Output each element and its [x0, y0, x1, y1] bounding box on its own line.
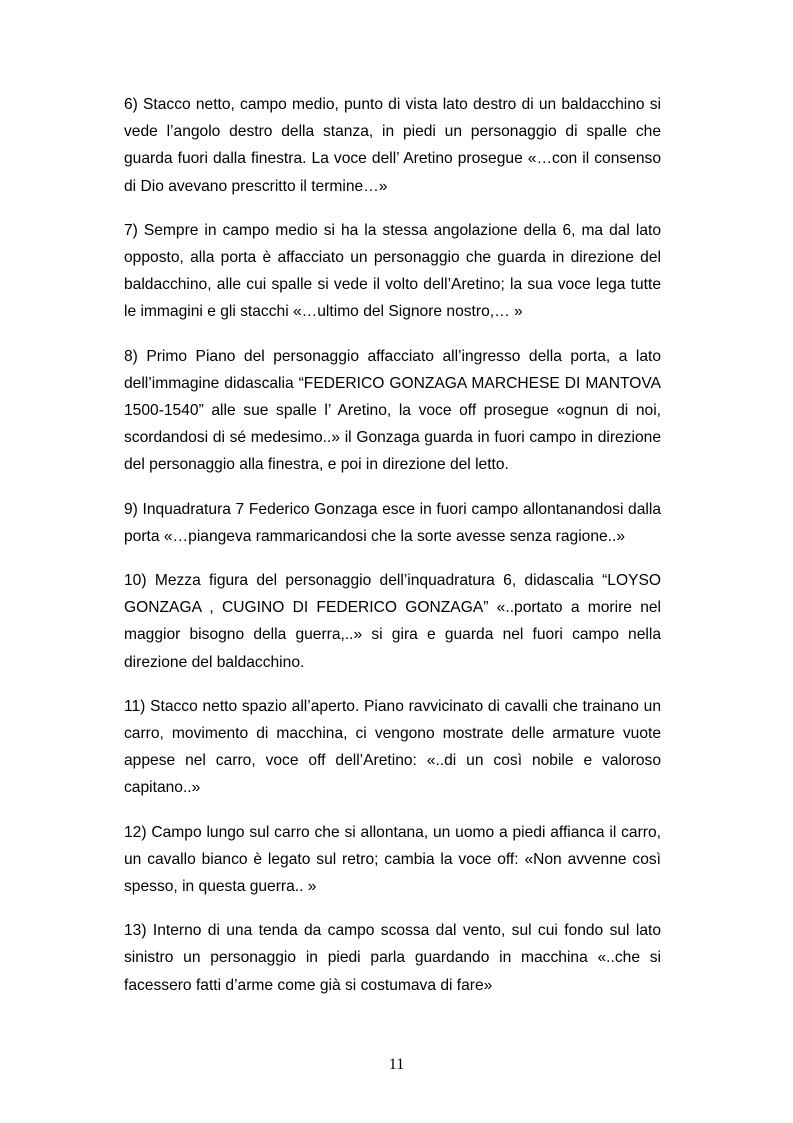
paragraph-8: 8) Primo Piano del personaggio affacciato all’ingresso della porta, a lato dell’immagine didascalia “FEDERICO GONZAGA MARCHESE DI MANTOVA 1500-1540” alle sue spalle l’ Aretino, la voce off prosegue «ognun di noi, scordandosi di sé medesimo..» il Gonzaga guarda in fuori campo in direzione del personaggio alla finestra, e poi in direzione del letto.	[124, 347, 661, 474]
paragraph-6: 6) Stacco netto, campo medio, punto di vista lato destro di un baldacchino si vede l’angolo destro della stanza, in piedi un personaggio di spalle che guarda fuori dalla finestra. La voce dell’ Aretino prosegue «…con il consenso di Dio avevano prescritto il termine…»	[124, 96, 661, 195]
page-number: 11	[388, 1056, 405, 1073]
page-body	[124, 91, 661, 1016]
paragraph-11: 11) Stacco netto spazio all’aperto. Piano ravvicinato di cavalli che trainano un carro, movimento di macchina, ci vengono mostrate delle armature vuote appese nel carro, voce off dell’Aretino: «..di un così nobile e valoroso capitano..»	[124, 697, 661, 797]
paragraph-12: 12) Campo lungo sul carro che si allontana, un uomo a piedi affianca il carro, un cavallo bianco è legato sul retro; cambia la voce off: «Non avvenne così spesso, in questa guerra.. »	[124, 823, 661, 896]
paragraph-13: 13) Interno di una tenda da campo scossa dal vento, sul cui fondo sul lato sinistro un personaggio in piedi parla guardando in macchina «..che si facessero fatti d’arme come già si costumava di fare»	[124, 922, 661, 994]
paragraph-9: 9) Inquadratura 7 Federico Gonzaga esce in fuori campo allontanandosi dalla porta «…piangeva rammaricandosi che la sorte avesse senza ragione..»	[124, 500, 661, 545]
paragraph-10: 10) Mezza figura del personaggio dell’inquadratura 6, didascalia “LOYSO GONZAGA , CUGINO DI FEDERICO GONZAGA” «..portato a morire nel maggior bisogno della guerra,..» si gira e guarda nel fuori campo nella direzione del baldacchino.	[124, 572, 661, 671]
paragraph-7: 7) Sempre in campo medio si ha la stessa angolazione della 6, ma dal lato opposto, alla porta è affacciato un personaggio che guarda in direzione del baldacchino, alle cui spalle si vede il volto dell’Aretino; la sua voce lega tutte le immagini e gli stacchi «…ultimo del Signore nostro,… »	[124, 221, 661, 321]
